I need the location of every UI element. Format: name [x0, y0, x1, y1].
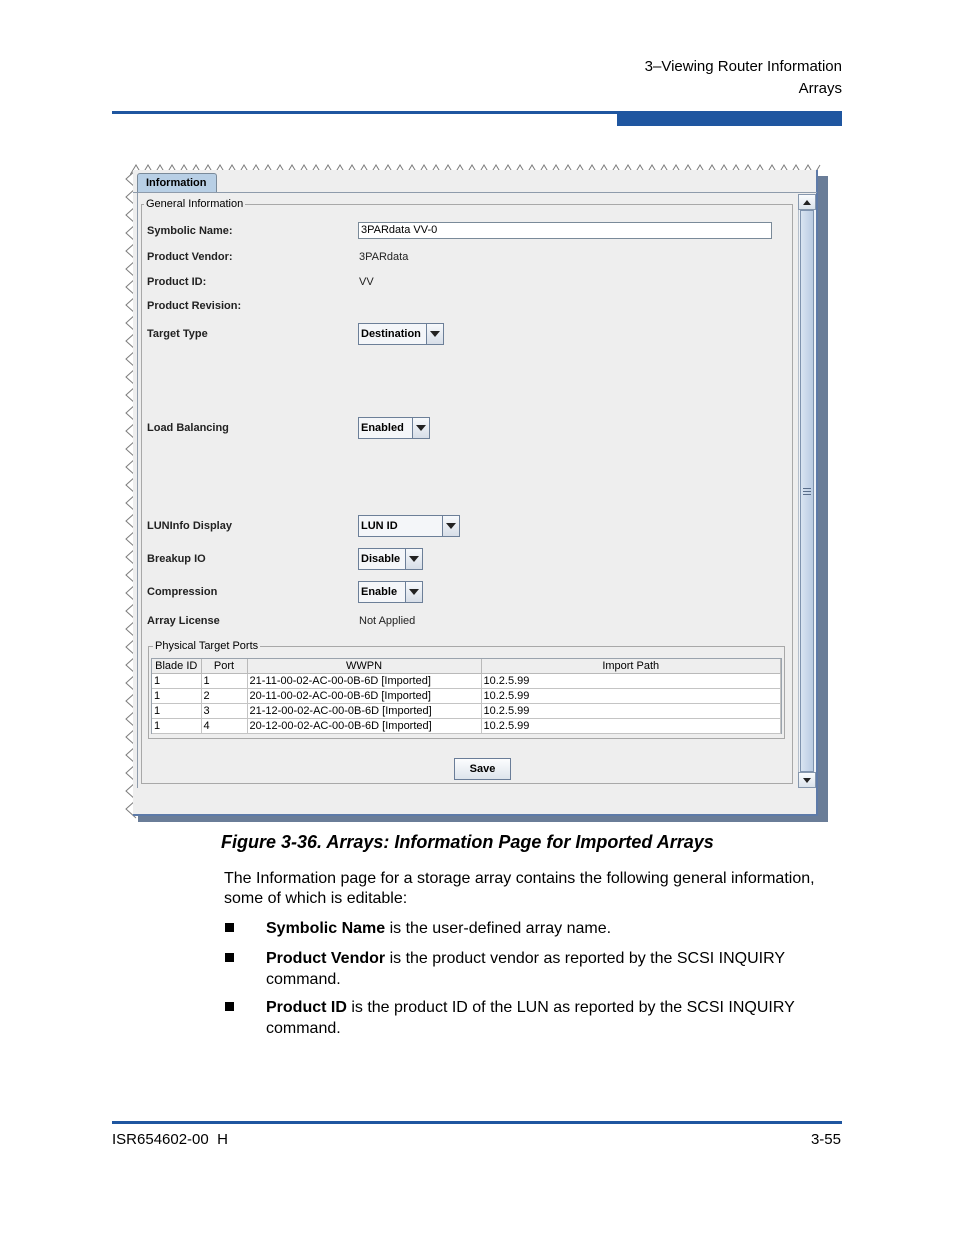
arrow-up-icon: [803, 200, 811, 205]
symbolic-name-label: Symbolic Name:: [147, 225, 233, 237]
column-header-import-path[interactable]: Import Path: [481, 659, 781, 674]
table-row[interactable]: [152, 719, 781, 734]
load-balancing-label: Load Balancing: [147, 422, 229, 434]
bullet-term: Product Vendor: [266, 950, 386, 967]
cell-port: 2: [201, 689, 247, 704]
luninfo-display-dropdown[interactable]: [358, 515, 460, 537]
page-number: 3-55: [810, 1131, 841, 1148]
save-button[interactable]: Save: [454, 758, 511, 780]
target-type-label: Target Type: [147, 328, 208, 340]
cell-port: 3: [201, 704, 247, 719]
luninfo-display-label: LUNInfo Display: [147, 520, 232, 532]
breakup-io-selected: Disable: [361, 553, 401, 565]
cell-import-path: 10.2.5.99: [481, 704, 781, 719]
cell-wwpn: 21-12-00-02-AC-00-0B-6D [Imported]: [247, 704, 481, 719]
cell-blade-id: 1: [152, 719, 201, 734]
load-balancing-selected: Enabled: [361, 422, 404, 434]
bullet-term: Symbolic Name: [266, 920, 386, 937]
running-header-chapter: 3–Viewing Router Information: [644, 58, 842, 75]
cell-port: 1: [201, 674, 247, 689]
column-header-port[interactable]: Port: [201, 659, 247, 674]
table-header-row: [152, 659, 781, 674]
breakup-io-dropdown[interactable]: [358, 548, 423, 570]
footer-rule: [112, 1121, 842, 1124]
bullet-text: is the user-defined array name.: [385, 920, 612, 937]
running-header-section: Arrays: [798, 80, 842, 97]
luninfo-display-selected: LUN ID: [361, 520, 398, 532]
bullet-square-icon: [225, 953, 234, 962]
cell-blade-id: 1: [152, 674, 201, 689]
document-id: ISR654602-00 H: [112, 1131, 228, 1148]
chevron-down-icon[interactable]: [412, 418, 429, 438]
product-id-label: Product ID:: [147, 276, 207, 288]
bullet-square-icon: [225, 923, 234, 932]
table-row[interactable]: [152, 689, 781, 704]
tab-information[interactable]: Information: [137, 173, 217, 192]
product-revision-label: Product Revision:: [147, 300, 242, 312]
general-information-legend: General Information: [146, 198, 244, 210]
table-row[interactable]: [152, 704, 781, 719]
compression-selected: Enable: [361, 586, 398, 598]
scroll-down-button[interactable]: [798, 772, 816, 788]
chevron-down-icon[interactable]: [426, 324, 443, 344]
cell-import-path: 10.2.5.99: [481, 674, 781, 689]
cell-wwpn: 20-11-00-02-AC-00-0B-6D [Imported]: [247, 689, 481, 704]
ports-table: [151, 658, 782, 734]
chevron-down-icon[interactable]: [442, 516, 459, 536]
compression-dropdown[interactable]: [358, 581, 423, 603]
cell-blade-id: 1: [152, 704, 201, 719]
chevron-down-icon[interactable]: [405, 582, 422, 602]
column-header-blade-id[interactable]: Blade ID: [152, 659, 201, 674]
column-header-wwpn[interactable]: WWPN: [247, 659, 481, 674]
bullet-text: is the product ID of the LUN as reported by the SCSI INQUIRY command.: [266, 999, 795, 1037]
cell-import-path: 10.2.5.99: [481, 689, 781, 704]
header-accent-block: [617, 111, 842, 126]
target-type-selected: Destination: [361, 328, 421, 340]
target-type-dropdown[interactable]: [358, 323, 444, 345]
figure-caption: Figure 3-36. Arrays: Information Page for Imported Arrays: [221, 832, 714, 852]
bullet-item: [266, 948, 844, 990]
compression-label: Compression: [147, 586, 218, 598]
array-license-label: Array License: [147, 615, 220, 627]
cell-wwpn: 20-12-00-02-AC-00-0B-6D [Imported]: [247, 719, 481, 734]
product-vendor-label: Product Vendor:: [147, 251, 233, 263]
grip-icon: [803, 488, 811, 495]
scrollbar-thumb[interactable]: [800, 210, 814, 772]
symbolic-name-field[interactable]: 3PARdata VV-0: [358, 222, 772, 239]
bullet-text: is the product vendor as reported by the SCSI INQUIRY command.: [266, 950, 785, 988]
scroll-up-button[interactable]: [798, 194, 816, 210]
physical-target-ports-legend: Physical Target Ports: [155, 640, 259, 652]
arrow-down-icon: [803, 778, 811, 783]
product-id-value: VV: [359, 276, 374, 288]
table-row[interactable]: [152, 674, 781, 689]
cell-import-path: 10.2.5.99: [481, 719, 781, 734]
cell-port: 4: [201, 719, 247, 734]
bullet-term: Product ID: [266, 999, 347, 1016]
breakup-io-label: Breakup IO: [147, 553, 206, 565]
load-balancing-dropdown[interactable]: [358, 417, 430, 439]
product-vendor-value: 3PARdata: [359, 251, 409, 263]
bullet-item: [266, 918, 844, 939]
intro-paragraph: The Information page for a storage array contains the following general information, some of which is editable:: [224, 870, 815, 907]
chevron-down-icon[interactable]: [405, 549, 422, 569]
bullet-item: [266, 997, 844, 1039]
array-license-value: Not Applied: [359, 615, 416, 627]
cell-blade-id: 1: [152, 689, 201, 704]
cell-wwpn: 21-11-00-02-AC-00-0B-6D [Imported]: [247, 674, 481, 689]
bullet-square-icon: [225, 1002, 234, 1011]
